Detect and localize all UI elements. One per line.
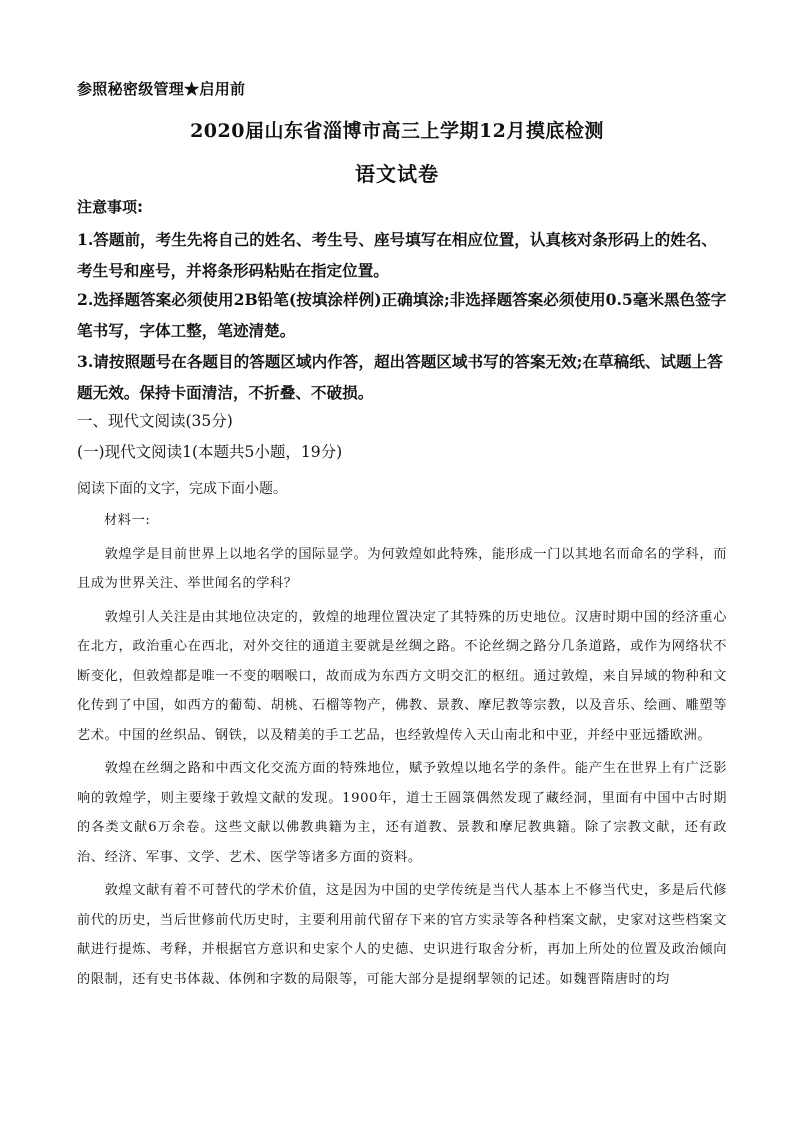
material-body [77, 506, 727, 998]
section-subtitle: (一)现代文阅读1(本题共5小题，19分) [77, 443, 343, 461]
notice-item-1: 1.答题前，考生先将自己的姓名、考生号、座号填写在相应位置，认真核对条形码上的姓名、考生号和座号，并将条形码粘贴在指定位置。 [77, 230, 718, 280]
material-paragraph: 敦煌在丝绸之路和中西文化交流方面的特殊地位，赋予敦煌以地名学的条件。能产生在世界上有广泛影响的敦煌学，则主要缘于敦煌文献的发现。1900年，道士王圆箓偶然发现了藏经洞，里面有中国中古时期的各类文献6万余卷。这些文献以佛教典籍为主，还有道教、景教和摩尼教典籍。除了宗教文献，还有政治、经济、军事、文学、艺术、医学等诸多方面的资料。 [77, 761, 727, 865]
material-label: 材料一: [104, 513, 151, 528]
exam-subtitle: 语文试卷 [355, 162, 439, 186]
material-paragraph: 敦煌学是目前世界上以地名学的国际显学。为何敦煌如此特殊，能形成一门以其地名而命名的学科，而且成为世界关注、举世闻名的学科？ [77, 546, 727, 591]
material-paragraph: 敦煌文献有着不可替代的学术价值，这是因为中国的史学传统是当代人基本上不修当代史，多是后代修前代的历史，当后世修前代历史时，主要利用前代留存下来的官方实录等各种档案文献，史家对这些档案文献进行提炼、考释，并根据官方意识和史家个人的史德、史识进行取舍分析，再加上所处的位置及政治倾向的限制，还有史书体裁、体例和字数的局限等，可能大部分是提纲挈领的记述。如魏晋隋唐时的均 [77, 883, 727, 987]
confidentiality-label: 参照秘密级管理★启用前 [77, 80, 246, 98]
section-title: 一、现代文阅读(35分) [77, 412, 233, 430]
reading-instruction: 阅读下面的文字，完成下面小题。 [77, 481, 287, 497]
exam-title: 2020届山东省淄博市高三上学期12月摸底检测 [190, 120, 604, 142]
notice-item-3: 3.请按照题号在各题目的答题区域内作答，超出答题区域书写的答案无效;在草稿纸、试题上答题无效。保持卡面清洁，不折叠、不破损。 [77, 352, 723, 402]
notice-heading: 注意事项: [77, 198, 143, 216]
material-paragraph: 敦煌引人关注是由其地位决定的，敦煌的地理位置决定了其特殊的历史地位。汉唐时期中国的经济重心在北方，政治重心在西北，对外交往的通道主要就是丝绸之路。不论丝绸之路分几条道路，或作为网络状不断变化，但敦煌都是唯一不变的咽喉口，故而成为东西方文明交汇的枢纽。通过敦煌，来自异域的物种和文化传到了中国，如西方的葡萄、胡桃、石榴等物产，佛教、景教、摩尼教等宗教，以及音乐、绘画、雕塑等艺术。中国的丝织品、钢铁，以及精美的手工艺品，也经敦煌传入天山南北和中亚，并经中亚远播欧洲。 [77, 609, 727, 743]
notice-item-2: 2.选择题答案必须使用2B铅笔(按填涂样例)正确填涂;非选择题答案必须使用0.5毫米黑色签字笔书写，字体工整，笔迹清楚。 [77, 290, 727, 340]
